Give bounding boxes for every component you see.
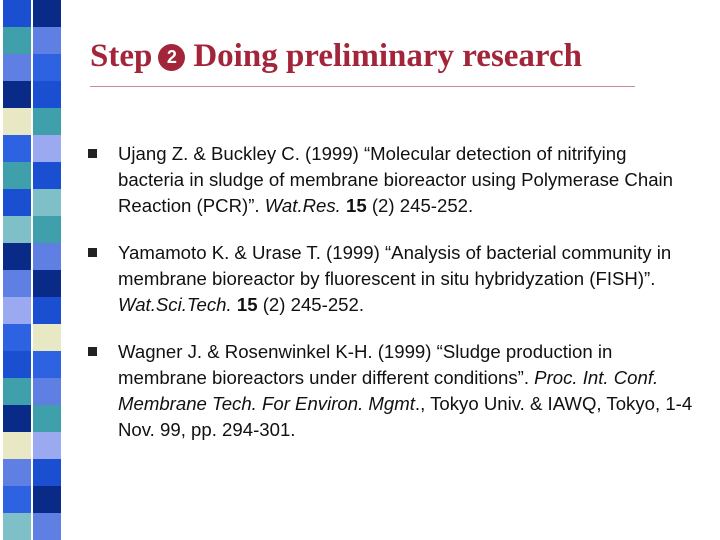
decorative-tile bbox=[33, 243, 61, 270]
decorative-tile bbox=[33, 270, 61, 297]
decorative-tile bbox=[33, 378, 61, 405]
decorative-tile bbox=[3, 54, 31, 81]
decorative-tile bbox=[3, 0, 31, 27]
tile-column-right bbox=[33, 0, 61, 540]
decorative-tile bbox=[3, 216, 31, 243]
decorative-tile bbox=[33, 135, 61, 162]
decorative-tile bbox=[3, 459, 31, 486]
decorative-tile bbox=[33, 54, 61, 81]
decorative-tile bbox=[33, 459, 61, 486]
reference-text: Ujang Z. & Buckley C. (1999) “Molecular detection of nitrifying bacteria in sludge of membrane bioreactor using Polymerase Chain Reaction (PCR)”. Wat.Res. 15 (2) 245-252. bbox=[118, 143, 674, 216]
decorative-tile bbox=[3, 513, 31, 540]
decorative-tile bbox=[3, 324, 31, 351]
tile-column-left bbox=[3, 0, 31, 540]
list-item bbox=[88, 240, 694, 318]
decorative-tile bbox=[33, 0, 61, 27]
title-divider bbox=[90, 86, 635, 87]
decorative-tile bbox=[3, 135, 31, 162]
decorative-tile bbox=[3, 243, 31, 270]
decorative-tile bbox=[33, 162, 61, 189]
decorative-tile bbox=[33, 216, 61, 243]
decorative-tile bbox=[33, 405, 61, 432]
decorative-tile bbox=[3, 432, 31, 459]
decorative-tile bbox=[3, 351, 31, 378]
decorative-tile bbox=[3, 27, 31, 54]
decorative-tile bbox=[33, 432, 61, 459]
list-item bbox=[88, 339, 694, 443]
reference-text: Yamamoto K. & Urase T. (1999) “Analysis of bacterial community in membrane bioreactor by fluorescent in situ hybridyzation (FISH)”. Wat.Sci.Tech. 15 (2) 245-252. bbox=[118, 242, 672, 315]
decorative-tile bbox=[3, 270, 31, 297]
decorative-tile bbox=[33, 513, 61, 540]
decorative-tile bbox=[33, 81, 61, 108]
decorative-tile bbox=[33, 108, 61, 135]
decorative-tile bbox=[3, 189, 31, 216]
decorative-tile bbox=[33, 297, 61, 324]
decorative-tile bbox=[3, 81, 31, 108]
decorative-tile bbox=[33, 486, 61, 513]
decorative-tile bbox=[3, 486, 31, 513]
decorative-tile bbox=[33, 351, 61, 378]
title-prefix: Step bbox=[90, 38, 153, 74]
decorative-tile bbox=[3, 108, 31, 135]
reference-text: Wagner J. & Rosenwinkel K-H. (1999) “Sludge production in membrane bioreactors under different conditions”. Proc. Int. Conf. Membrane Tech. For Environ. Mgmt., Tokyo Univ. & IAWQ, Tokyo, 1-4 Nov. 99, pp. 294-301. bbox=[118, 341, 693, 440]
square-bullet-icon bbox=[88, 347, 97, 356]
decorative-tile bbox=[3, 297, 31, 324]
decorative-tile bbox=[33, 189, 61, 216]
decorative-tile bbox=[33, 324, 61, 351]
decorative-tile bbox=[3, 378, 31, 405]
title-main: Doing preliminary research bbox=[193, 38, 582, 74]
decorative-tile bbox=[33, 27, 61, 54]
reference-list bbox=[88, 141, 694, 464]
decorative-tile bbox=[3, 405, 31, 432]
square-bullet-icon bbox=[88, 149, 97, 158]
square-bullet-icon bbox=[88, 248, 97, 257]
decorative-tile bbox=[3, 162, 31, 189]
list-item bbox=[88, 141, 694, 219]
step-number-icon: 2 bbox=[158, 44, 185, 71]
slide-title bbox=[90, 38, 582, 75]
decorative-tile-strip bbox=[0, 0, 62, 540]
